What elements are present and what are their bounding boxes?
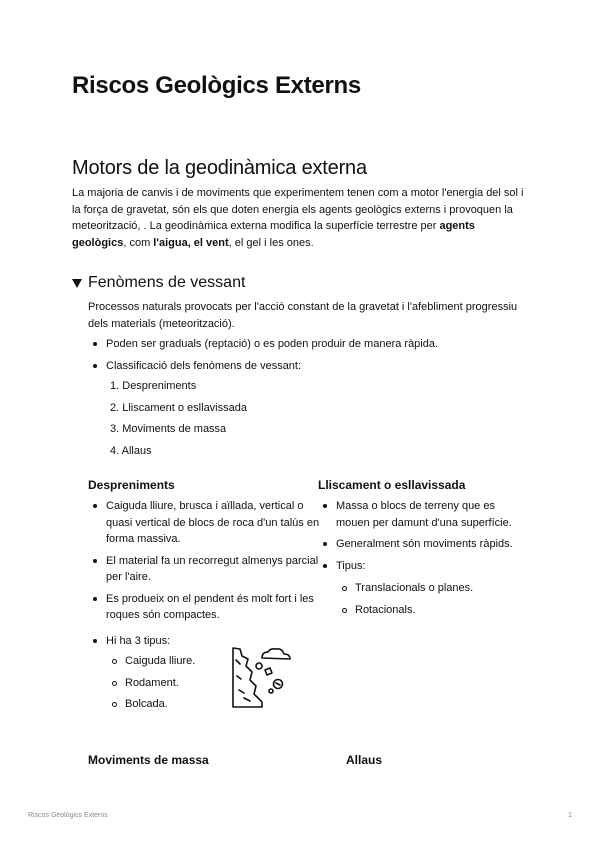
numbered-item: 4. Allaus xyxy=(110,445,152,457)
list-item: Massa o blocs de terreny que es mouen per damunt d'una superfície. xyxy=(318,498,528,531)
vessant-description: Processos naturals provocats per l'acció constant de la gravetat i l'afebliment progressiu dels materials (meteorització). xyxy=(88,301,518,330)
footer-page-number: 1 xyxy=(568,812,572,819)
toggle-triangle-icon[interactable] xyxy=(72,279,82,288)
intro-paragraph xyxy=(72,185,532,251)
list-item: Classificació dels fenòmens de vessant: xyxy=(88,358,528,375)
despreniments-heading: Despreniments xyxy=(88,478,175,492)
allaus-heading: Allaus xyxy=(346,753,383,767)
intro-bold-agents-list: l'aigua, el vent xyxy=(153,236,229,249)
list-item: Es produeix on el pendent és molt fort i les roques són compactes. xyxy=(88,591,320,624)
lliscament-bullets xyxy=(318,498,528,574)
list-item: Caiguda lliure. xyxy=(107,653,227,670)
page-title: Riscos Geològics Externs xyxy=(72,72,361,99)
toggle-fenomens-vessant[interactable] xyxy=(72,274,245,292)
intro-text-2: , com xyxy=(123,236,154,249)
despreniments-tipus xyxy=(107,653,227,713)
list-item: Generalment són moviments ràpids. xyxy=(318,536,528,553)
footer-title: Riscos Geològics Externs xyxy=(28,812,108,819)
intro-text-1: La majoria de canvis i de moviments que experimentem tenen com a motor l'energia del sol i la força de gravetat, són els que doten energia els agents geològics externs i provoquen la meteorització, . La geodinàmica externa modifica la superfície terrestre per xyxy=(72,187,524,232)
rockfall-icon xyxy=(232,646,294,708)
list-item: Tipus: xyxy=(318,558,528,575)
list-item: Poden ser graduals (reptació) o es poden produir de manera ràpida. xyxy=(88,336,528,353)
numbered-item: 3. Moviments de massa xyxy=(110,423,227,435)
list-item: Rotacionals. xyxy=(337,602,527,619)
vessant-bullets xyxy=(88,336,528,374)
section-heading: Motors de la geodinàmica externa xyxy=(72,157,367,179)
intro-text-3: , el gel i les ones. xyxy=(228,236,314,249)
lliscament-heading: Lliscament o esllavissada xyxy=(318,478,466,492)
despreniments-bullets xyxy=(88,498,320,649)
list-item: Bolcada. xyxy=(107,696,227,713)
list-item: Rodament. xyxy=(107,675,227,692)
numbered-item: 1. Despreniments xyxy=(110,380,197,392)
list-item: El material fa un recorregut almenys parcial per l'aire. xyxy=(88,553,320,586)
list-item: Caiguda lliure, brusca i aïllada, vertical o quasi vertical de blocs de roca d'un talús en forma massiva. xyxy=(88,498,320,548)
list-item: Translacionals o planes. xyxy=(337,580,527,597)
numbered-item: 2. Lliscament o esllavissada xyxy=(110,402,247,414)
intro-bold-agents: agents geològics xyxy=(72,220,475,249)
list-item: Hi ha 3 tipus: xyxy=(88,633,320,650)
moviments-massa-heading: Moviments de massa xyxy=(88,753,209,767)
toggle-heading: Fenòmens de vessant xyxy=(88,274,246,291)
lliscament-tipus xyxy=(337,580,527,618)
